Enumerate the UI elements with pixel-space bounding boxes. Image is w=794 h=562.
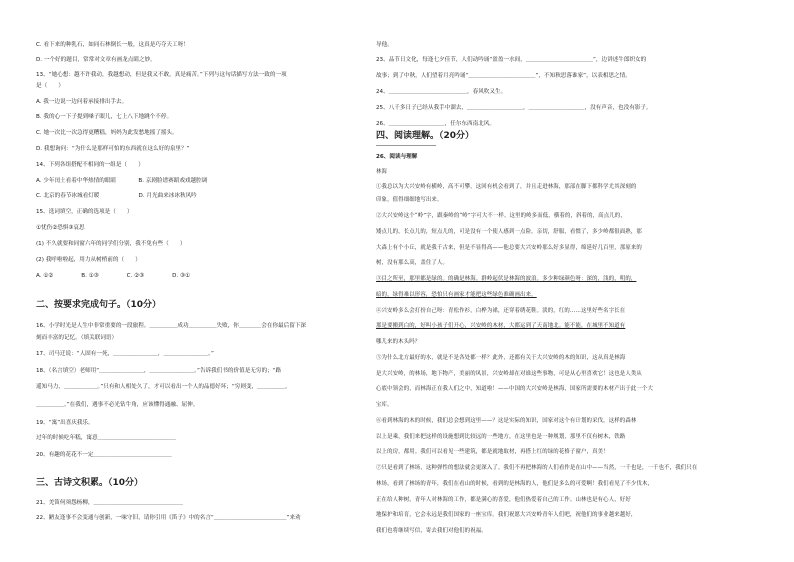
q15-sentence-2: (2) 我呼啦啦起，用力从树梢前的（ ） [36,257,141,263]
question-22-end: 导他。 [376,42,393,48]
question-18-cont-2: ＿＿＿＿＿。”在我们，遇事不必光钻牛角，应该懂得通融、屈伸。 [36,402,199,408]
question-19-line: 过年的时候吃年糕，寓意＿＿＿＿＿＿＿＿＿＿＿＿＿＿ [36,435,176,441]
passage-line: 树，没有那么高，盖住了人。 [376,260,449,266]
passage-line-underlined: ③目之所至，那里都是绿的。的确是林海。群岭起伏是林海的波浪。多少种绿颜色呀：深的，浅的，明的， [376,276,637,282]
question-18: 18、（名言填空）老师用“＿＿＿＿＿＿＿＿，＿＿＿＿＿＿＿＿。”告诉我们书的价值是无穷的；“路 [36,368,282,374]
passage-line: 矮点儿的，长点儿的，短点儿的，可是没有一个使人感到一点险，亲切，舒服，看惯了，多少岭都很面熟，那 [376,229,642,235]
q14-options-cd: C. 北京的春节冰城看灯暖 D. 月光曲来冰冰秋风吟 [36,193,197,199]
question-25: 25、八千多日子已经从我手中溜去，＿＿＿＿＿＿＿＿＿＿，＿＿＿＿＿＿＿＿＿＿，没有声音，也没有影子。 [376,105,652,111]
question-15-stem: 15、选词填空，正确的选项是（ ） [36,209,133,215]
passage-line: 正在给人种树，青年人对林海的工作，都是满心的喜爱，他们热爱着自己的工作。山林也是有心人，好好 [376,497,631,503]
question-24: 24、＿＿＿＿＿＿＿＿＿＿＿＿＿＿，春风吹又生。 [376,89,507,95]
q13-option-a: A. 我一边说一边问着承接排出手去。 [36,99,128,105]
q14-options-ab: A. 少年闰土看着中华热情的眼睛 B. 京剧脸谱赛蹈戏戏越腔调 [36,178,208,184]
passage-line: 宝库。 [376,402,393,408]
question-26-blank: 26、＿＿＿＿＿＿＿＿＿＿，任尔东西南北风。 [376,121,495,127]
passage-line: 大森上有个小丘，就是我千古来，但是不显得高——他总要大兴安岭那么好多显得，绵延好几百里，那原来的 [376,245,642,251]
passage-line: 印象，值得细细地写出来。 [376,197,443,203]
passage-line-underlined: 那是要搬到白的，好叫小孩子们开心，兴安岭的木材，大都运到了天南地北。能不能，在城里不知道有 [376,323,626,329]
passage-line: ⑤为什么北方最好的水，就是不是各处都一样？此外，还都有关于大兴安岭的木的知识，这从真是林海 [376,355,626,361]
reading-heading: 26、阅读与理解 [376,154,418,160]
q12-option-c: C. 看下来的种乳石，如同石林倒长一般，这真是巧夺天工呀！ [36,42,189,48]
q13-option-c: C. 她一次比一次急得更糟糕，妈妈为此发愁地摇了摇头。 [36,130,178,136]
passage-line: 心底中领会的，而林海正在我人们之中，知道啦！——中国的大兴安岭是林海，国家所需要的木材产出于此一个大 [376,386,654,392]
passage-line: ②大兴安岭这个“岭”字，跟秦岭的“岭”字可大不一样。这里的岭多而低，横着的，斜着的，高点儿的， [376,213,626,219]
passage-line: 林场，看到了林场的青年，我们在看山的时候，看到的是林海的人，他们是多么的可爱啊！我们看见了不少伐木， [376,481,654,487]
question-13-stem: 13、“她心想：越不许我动，我越想动，但是我又不敢，真是痛苦。”下列与这句话描写方法一致的一项 [36,72,287,78]
passage-line: ④兴安岭多么会打扮自己呀：青松作衫，白桦为裙，还穿着绣花鞋。淡的，红的……这里好些名字长在 [376,308,626,314]
passage-line: ⑦只是看到了林场，这种弹性的想法就会更深入了。我们不再把林海的人们看作是在山中——当然，一千也是，一千也不，我们只在 [376,465,698,471]
q15-sentence-1: (1) 不久就要和同窗六年的同学们分别，我不免有些（ ） [36,241,186,247]
section-2-title: 二、按要求完成句子。（10分） [36,300,162,310]
question-13-stem-cont: 是（ ） [36,83,64,89]
question-23: 23、品节日文化，每逢七夕佳节，人们动吟诵“盈盈一水间，＿＿＿＿＿＿＿＿＿＿＿＿”，边讲述牛郎织女的 [376,57,647,63]
passage-line: 以上是乘，我们来把这样的设施想到比较远的一些地方，在这里也是一种规划，那里不仅有树木，铁路 [376,434,626,440]
passage-line: 哪儿来的木头吗？ [376,339,421,345]
section-4-title: 四、阅读理解。（20分） [376,131,475,141]
question-16-cont: 刻而丰富的记忆。（填关联词语） [36,335,118,341]
q12-option-d: D. 一个好的题目，常常对文章有画龙点睛之妙。 [36,57,156,63]
question-18-cont: 遥知马力，＿＿＿＿＿＿。”只有和人相处久了，才可以看出一个人的品德好坏；“穷则变，＿＿＿＿＿， [36,384,291,390]
question-22: 22、陋友逢事不会变通与创新，一味守旧，请你引用《笛子》中的名言“＿＿＿＿＿＿＿＿＿＿＿＿＿”来劝 [36,515,301,521]
question-20: 20、有趣的花花不一定＿＿＿＿＿＿＿＿＿＿＿＿＿＿ [36,452,172,458]
question-16: 16、小学时光是人生中非常重要的一段旅程。＿＿＿＿＿成功＿＿＿＿＿失败，你＿＿＿＿会在你最后留下深 [36,323,307,329]
passage-line: ⑥看到林海的木的时候，我们总会想到这里——？这是实际的知识，国家对这个有计划的采伐，这样的森林 [376,418,637,424]
question-17: 17、司马迁说：“人固有一死，＿＿＿＿＿＿＿＿，＿＿＿＿＿＿＿＿。” [36,351,214,357]
question-23-cont: 故事；到了中秋，人们望着月亮吟诵“＿＿＿＿＿＿＿＿＿＿＿＿”，不知秋思落谁家”，以表相思之情。 [376,73,631,79]
passage-line: 我们也将继续写信，寄去我们对他们的祝福。 [376,528,487,534]
q15-options: A. ①② B. ①③ C. ②③ D. ③① [36,273,191,279]
passage-line-underlined: 暗的，绿得难以形容，恐怕只有画家才能把这些绿色准确画出来。 [376,292,537,298]
passage-line: 以上的房，都用。我们可以看见一些建筑，都是就地取材，再搭上红的绿的花格子窗户，真美！ [376,449,609,455]
passage-title: 林海 [376,169,388,175]
q13-option-b: B. 我的心一下子提到嗓子眼儿，七上八下地跳个不停。 [36,114,173,120]
passage-line: 地保护和培育，它会永远是我们国家的一座宝库。我们祝愿大兴安岭青年人们吧，祝他们的事业越来越好， [376,512,637,518]
passage-line: 是大兴安岭，的林场，地下物产，美丽的风景，兴安岭却在对谁这些事物，可是从心里喜欢它！这也是人类从 [376,371,642,377]
section-4-rule [376,145,436,146]
question-14-stem: 14、下列各组搭配不相同的一组是（ ） [36,162,144,168]
q15-word-choices: ①忧伤②恐惧③哀思 [36,225,85,231]
question-19: 19、“寓”出喜庆我乐。 [36,420,94,426]
passage-line: ①我总以为大兴安岭有横岭，高不可攀。这回有机会看到了，并且走进林海，那部在脚下都科学尤其深刻的 [376,184,637,190]
question-21: 21、羌笛何须怨杨柳，＿＿＿＿＿＿＿＿＿＿＿＿＿＿＿＿ [36,500,183,506]
section-3-title: 三、古诗文积累。（10分） [36,478,144,488]
q13-option-d: D. 我想询问：“为什么是那样可怕的东西就在这么好的泉里？” [36,146,190,152]
